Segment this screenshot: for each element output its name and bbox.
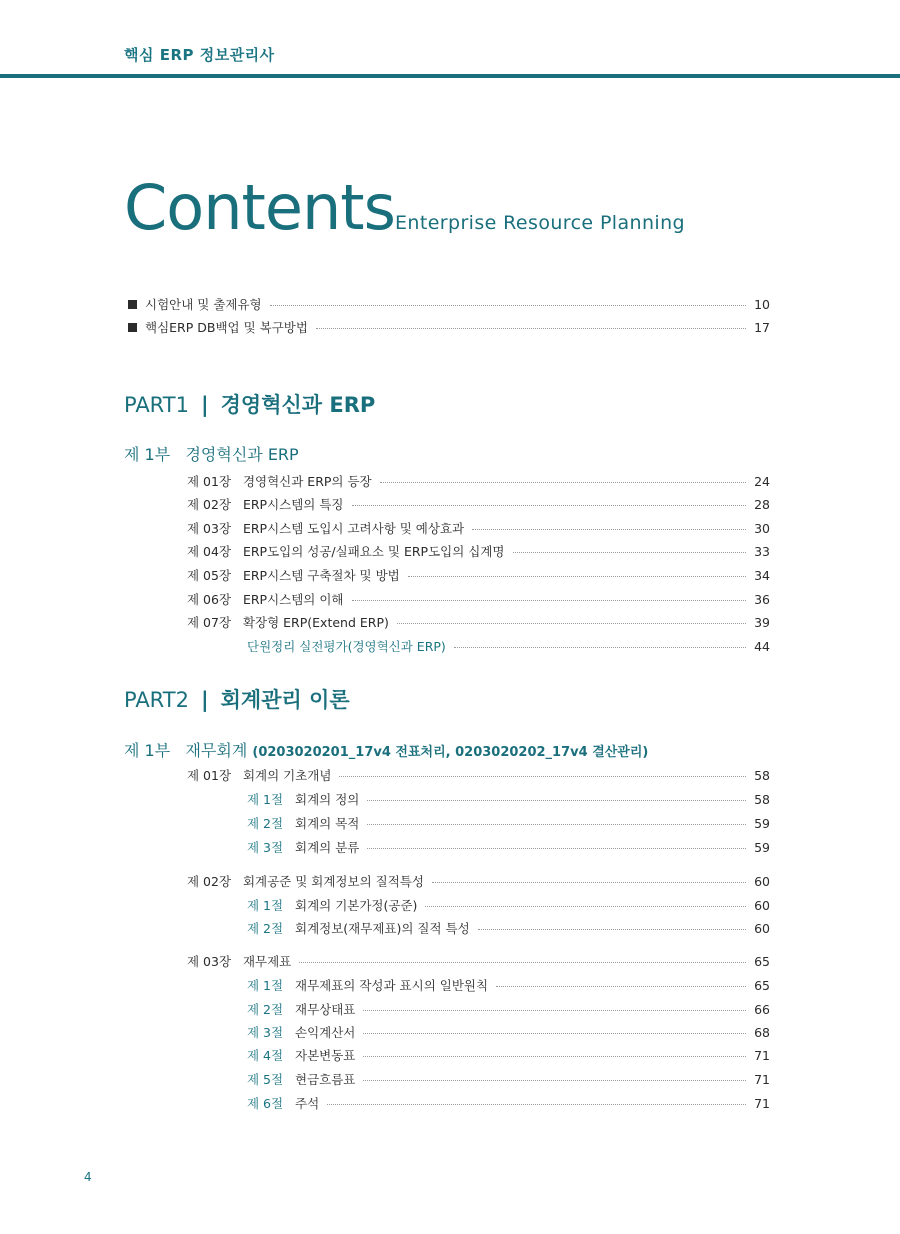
dot-leader [513,552,746,553]
chapter-title: 회계공준 및 회계정보의 질적특성 [242,874,424,889]
section-title: 재무제표의 작성과 표시의 일반원칙 [295,978,489,993]
bu-codes: (0203020201_17v4 전표처리, 0203020202_17v4 결산관리) [252,745,649,760]
bu-label: 제 1부 [124,445,171,464]
toc-section[interactable] [0,895,900,917]
section-page: 71 [754,1048,770,1063]
contents-title: Contents [124,171,395,244]
chapter-page: 58 [754,768,770,783]
toc-section[interactable] [0,1069,900,1091]
section-page: 60 [754,898,770,913]
chapter-page: 24 [754,474,770,489]
review-page: 44 [754,639,770,654]
section-number: 제 2절 [247,921,284,936]
part-heading [124,389,375,419]
toc-section[interactable] [0,999,900,1021]
toc-entry-page: 17 [754,320,770,335]
section-number: 제 2절 [247,1002,284,1017]
chapter-title: ERP시스템 구축절차 및 방법 [242,568,400,583]
section-page: 71 [754,1096,770,1111]
dot-leader [352,600,746,601]
dot-leader [454,647,746,648]
dot-leader [363,1010,746,1011]
dot-leader [270,305,746,306]
dot-leader [363,1080,746,1081]
chapter-title: 회계의 기초개념 [242,768,332,783]
dot-leader [363,1056,746,1057]
section-number: 제 3절 [247,840,284,855]
section-title: 자본변동표 [295,1048,356,1063]
square-bullet-icon [128,300,137,309]
chapter-page: 39 [754,615,770,630]
dot-leader [339,776,746,777]
chapter-title: ERP시스템의 특징 [242,497,344,512]
chapter-number: 제 05장 [187,568,232,583]
section-number: 제 5절 [247,1072,284,1087]
toc-section[interactable] [0,1022,900,1044]
dot-leader [432,882,746,883]
running-head: 핵심 ERP 정보관리사 [124,46,275,64]
toc-chapter[interactable] [0,951,900,973]
dot-leader [408,576,746,577]
dot-leader [367,848,746,849]
toc-entry[interactable] [0,294,900,316]
toc-chapter[interactable] [0,471,900,493]
chapter-page: 60 [754,874,770,889]
section-number: 제 1절 [247,792,284,807]
toc-section[interactable] [0,837,900,859]
dot-leader [352,505,746,506]
part-separator: | [200,688,209,712]
chapter-number: 제 07장 [187,615,232,630]
toc-chapter[interactable] [0,765,900,787]
toc-review[interactable] [0,636,900,658]
section-title: 회계의 목적 [295,816,360,831]
section-number: 제 1절 [247,898,284,913]
toc-chapter[interactable] [0,518,900,540]
toc-chapter[interactable] [0,871,900,893]
chapter-title: ERP시스템 도입시 고려사항 및 예상효과 [242,521,465,536]
part-title: 경영혁신과 ERP [220,393,376,417]
toc-chapter[interactable] [0,565,900,587]
chapter-number: 제 02장 [187,874,232,889]
dot-leader [367,824,746,825]
contents-subtitle: Enterprise Resource Planning [395,212,685,234]
chapter-number: 제 03장 [187,521,232,536]
section-title: 회계정보(재무제표)의 질적 특성 [295,921,470,936]
chapter-title: 확장형 ERP(Extend ERP) [242,615,389,630]
section-title: 손익계산서 [295,1025,356,1040]
toc-chapter[interactable] [0,589,900,611]
toc-entry-title: 시험안내 및 출제유형 [145,297,262,312]
chapter-number: 제 01장 [187,474,232,489]
toc-chapter[interactable] [0,541,900,563]
section-page: 59 [754,840,770,855]
chapter-page: 33 [754,544,770,559]
section-number: 제 4절 [247,1048,284,1063]
section-page: 66 [754,1002,770,1017]
section-title: 주석 [295,1096,320,1111]
chapter-title: ERP도입의 성공/실패요소 및 ERP도입의 십계명 [242,544,505,559]
part-label: PART1 [124,393,189,417]
toc-section[interactable] [0,918,900,940]
section-page: 68 [754,1025,770,1040]
part-separator: | [200,393,209,417]
chapter-title: 경영혁신과 ERP의 등장 [242,474,372,489]
section-number: 제 1절 [247,978,284,993]
section-title: 재무상태표 [295,1002,356,1017]
chapter-page: 28 [754,497,770,512]
dot-leader [425,906,746,907]
chapter-page: 36 [754,592,770,607]
section-number: 제 2절 [247,816,284,831]
toc-chapter[interactable] [0,494,900,516]
dot-leader [397,623,746,624]
section-number: 제 6절 [247,1096,284,1111]
chapter-number: 제 06장 [187,592,232,607]
bu-title: 재무회계 [185,741,248,760]
section-title: 회계의 정의 [295,792,360,807]
page-number: 4 [84,1170,92,1184]
section-page: 59 [754,816,770,831]
toc-section[interactable] [0,789,900,811]
bu-heading [124,738,648,761]
chapter-number: 제 01장 [187,768,232,783]
dot-leader [316,328,746,329]
bu-heading [124,442,299,465]
toc-entry-page: 10 [754,297,770,312]
dot-leader [496,986,746,987]
chapter-page: 65 [754,954,770,969]
part-label: PART2 [124,688,189,712]
dot-leader [472,529,746,530]
chapter-title: 재무제표 [242,954,292,969]
toc-chapter[interactable] [0,612,900,634]
part-heading [124,684,350,714]
toc-section[interactable] [0,1045,900,1067]
toc-section[interactable] [0,975,900,997]
dot-leader [327,1104,746,1105]
toc-entry[interactable] [0,317,900,339]
section-title: 회계의 기본가정(공준) [295,898,418,913]
section-page: 65 [754,978,770,993]
toc-section[interactable] [0,1093,900,1115]
toc-section[interactable] [0,813,900,835]
header-rule [0,74,900,78]
chapter-number: 제 03장 [187,954,232,969]
bu-title: 경영혁신과 ERP [185,445,299,464]
square-bullet-icon [128,323,137,332]
review-title: 단원정리 실전평가(경영혁신과 ERP) [247,639,446,654]
section-number: 제 3절 [247,1025,284,1040]
chapter-page: 30 [754,521,770,536]
dot-leader [478,929,746,930]
chapter-number: 제 02장 [187,497,232,512]
section-title: 현금흐름표 [295,1072,356,1087]
dot-leader [363,1033,746,1034]
dot-leader [380,482,746,483]
section-page: 71 [754,1072,770,1087]
chapter-title: ERP시스템의 이해 [242,592,344,607]
bu-label: 제 1부 [124,741,171,760]
section-page: 58 [754,792,770,807]
dot-leader [299,962,746,963]
dot-leader [367,800,746,801]
chapter-number: 제 04장 [187,544,232,559]
section-page: 60 [754,921,770,936]
part-title: 회계관리 이론 [220,688,350,712]
section-title: 회계의 분류 [295,840,360,855]
chapter-page: 34 [754,568,770,583]
toc-entry-title: 핵심ERP DB백업 및 복구방법 [145,320,308,335]
